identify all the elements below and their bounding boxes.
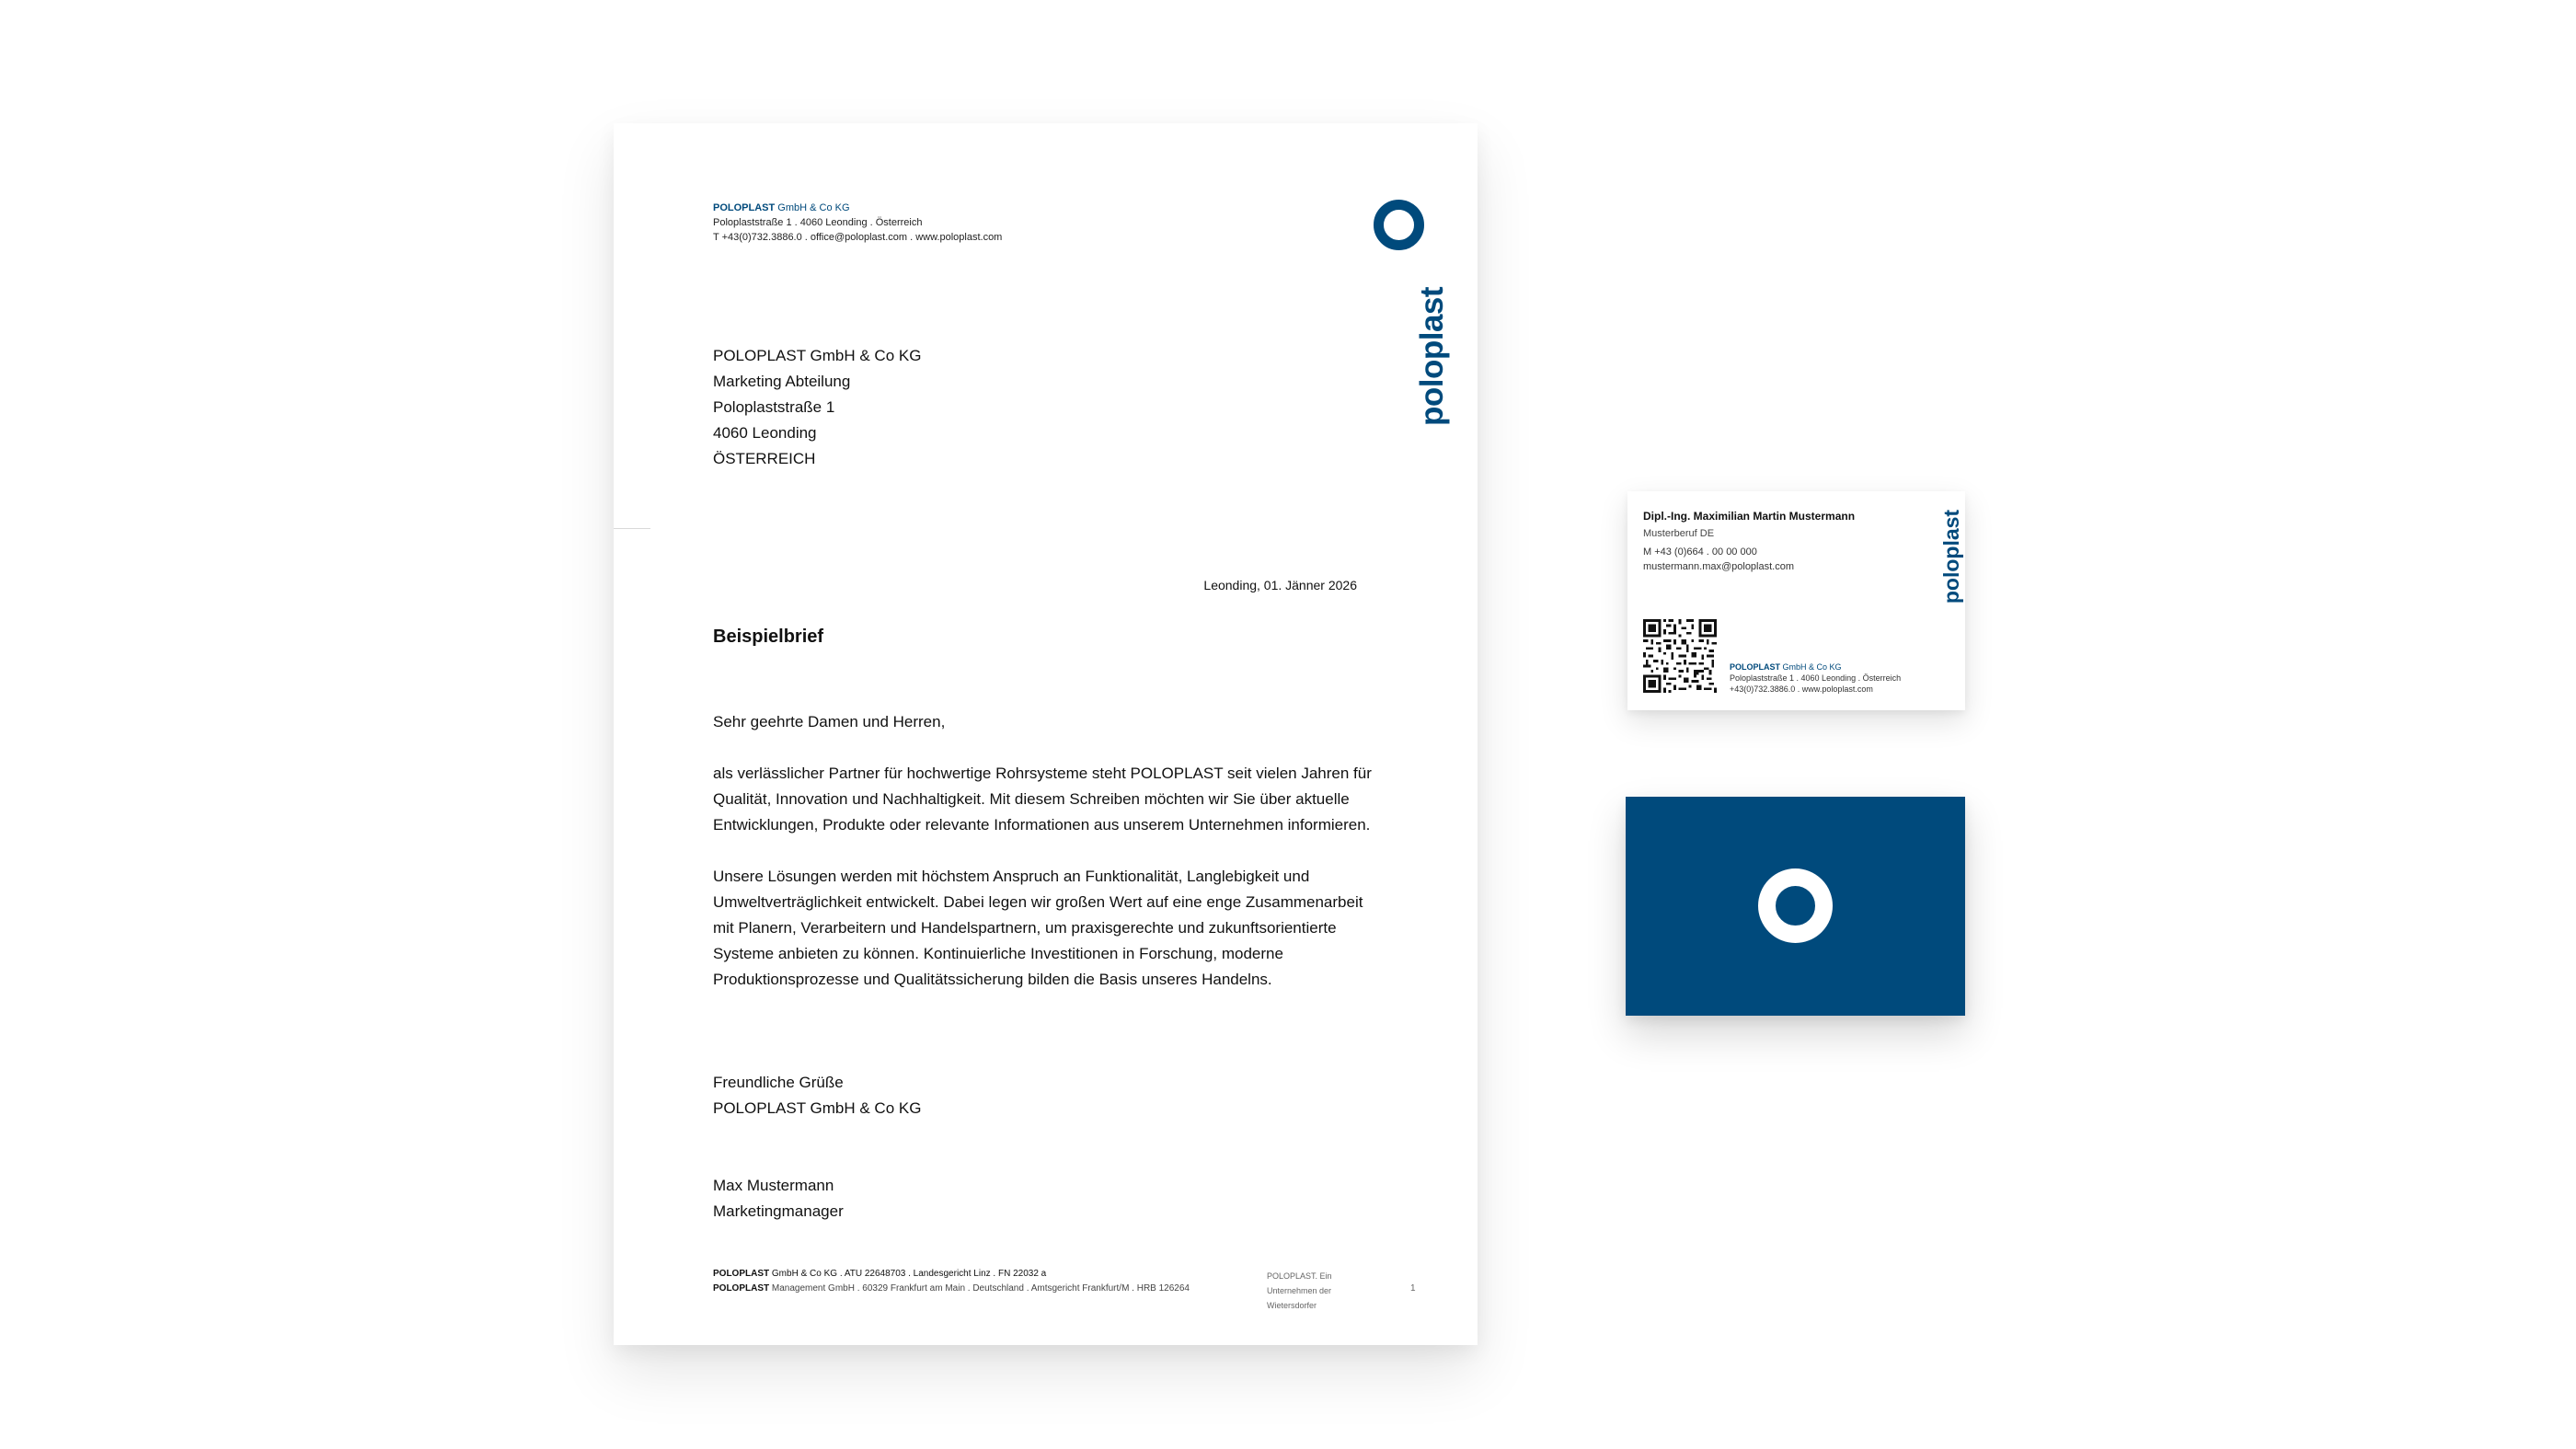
letter-signer [713,1173,844,1225]
letter-paragraph: als verlässlicher Partner für hochwertige Rohrsysteme steht POLOPLAST seit vielen Jahren für Qualität, Innovation und Nachhaltigkeit. Mit diesem Schreiben möchten wir Sie über aktuelle Entwicklungen, Produkte oder relevante Informationen aus unserem Unternehmen informieren. [713,765,1372,834]
sender-company-line [713,201,1002,215]
ring-logo-icon [1758,868,1833,943]
card-company-contact: +43(0)732.3886.0 . www.poloplast.com [1730,684,1873,694]
sender-company-suffix: GmbH & Co KG [777,202,850,213]
card-name: Dipl.-Ing. Maximilian Martin Mustermann [1643,510,1856,523]
footer-brand: POLOPLAST [713,1283,770,1294]
ring-logo-icon [1374,200,1424,250]
footer-legal: GmbH & Co KG . ATU 22648703 . Landesgericht Linz . FN 22032 a [771,1269,1047,1279]
card-company-suffix: GmbH & Co KG [1782,662,1842,672]
recipient-line: ÖSTERREICH [713,450,816,467]
recipient-line: Marketing Abteilung [713,373,851,390]
signer-title: Marketingmanager [713,1202,844,1220]
closing-line: POLOPLAST GmbH & Co KG [713,1099,922,1117]
sender-brand: POLOPLAST [713,202,776,213]
recipient-line: POLOPLAST GmbH & Co KG [713,347,922,364]
closing-line: Freundliche Grüße [713,1074,844,1091]
letter-closing [713,1070,921,1121]
letter-body [713,709,1375,1018]
sender-contact: T +43(0)732.3886.0 . office@poloplast.com . www.poloplast.com [713,232,1003,243]
card-phone: M +43 (0)664 . 00 00 000 [1643,546,1757,558]
card-company-block [1730,661,1901,695]
footer-line [713,1267,1190,1282]
poloplast-wordmark-logo: poloplast [1414,286,1450,426]
letter-salutation: Sehr geehrte Damen und Herren, [713,713,946,730]
qr-code-icon [1643,619,1717,693]
footer-line [713,1282,1190,1296]
signer-name: Max Mustermann [713,1177,834,1194]
card-company-address: Poloplaststraße 1 . 4060 Leonding . Österreich [1730,673,1902,683]
letter-paragraph: Unsere Lösungen werden mit höchstem Anspruch an Funktionalität, Langlebigkeit und Umweltverträglichkeit entwickelt. Dabei legen wir großen Wert auf eine enge Zusammenarbeit mit Planern, Verarbeitern und Handelspartnern, um praxisgerechte und zukunftsorientierte Systeme anbieten zu können. Kontinuierliche Investitionen in Forschung, moderne Produktionsprozesse und Qualitätssicherung bilden die Basis unseres Handelns. [713,868,1363,988]
fold-mark [614,528,650,529]
footer-brand: POLOPLAST [713,1269,770,1279]
business-card-back [1626,797,1965,1016]
footer-legal: Management GmbH . 60329 Frankfurt am Main . Deutschland . Amtsgericht Frankfurt/M . HRB 126264 [771,1283,1190,1294]
recipient-line: Poloplaststraße 1 [713,398,835,416]
sender-address: Poloplaststraße 1 . 4060 Leonding . Österreich [713,217,923,228]
letter-sender-block [713,201,1002,245]
card-company-brand: POLOPLAST [1730,662,1781,672]
letter-footer [713,1267,1190,1296]
recipient-line: 4060 Leonding [713,424,817,442]
card-contact [1643,545,1794,574]
card-email: mustermann.max@poloplast.com [1643,561,1795,572]
letter-page [614,123,1478,1345]
card-role: Musterberuf DE [1643,528,1715,539]
business-card-front [1627,491,1965,710]
poloplast-wordmark-logo: poloplast [1939,509,1963,604]
page-number: 1 [1410,1283,1416,1294]
recipient-address [713,343,921,472]
card-company-line [1730,661,1901,673]
letter-subject: Beispielbrief [713,627,824,647]
letter-date: Leonding, 01. Jänner 2026 [1203,578,1357,592]
footer-group-note: POLOPLAST. Ein Unternehmen der Wietersdorfer [1267,1271,1332,1310]
